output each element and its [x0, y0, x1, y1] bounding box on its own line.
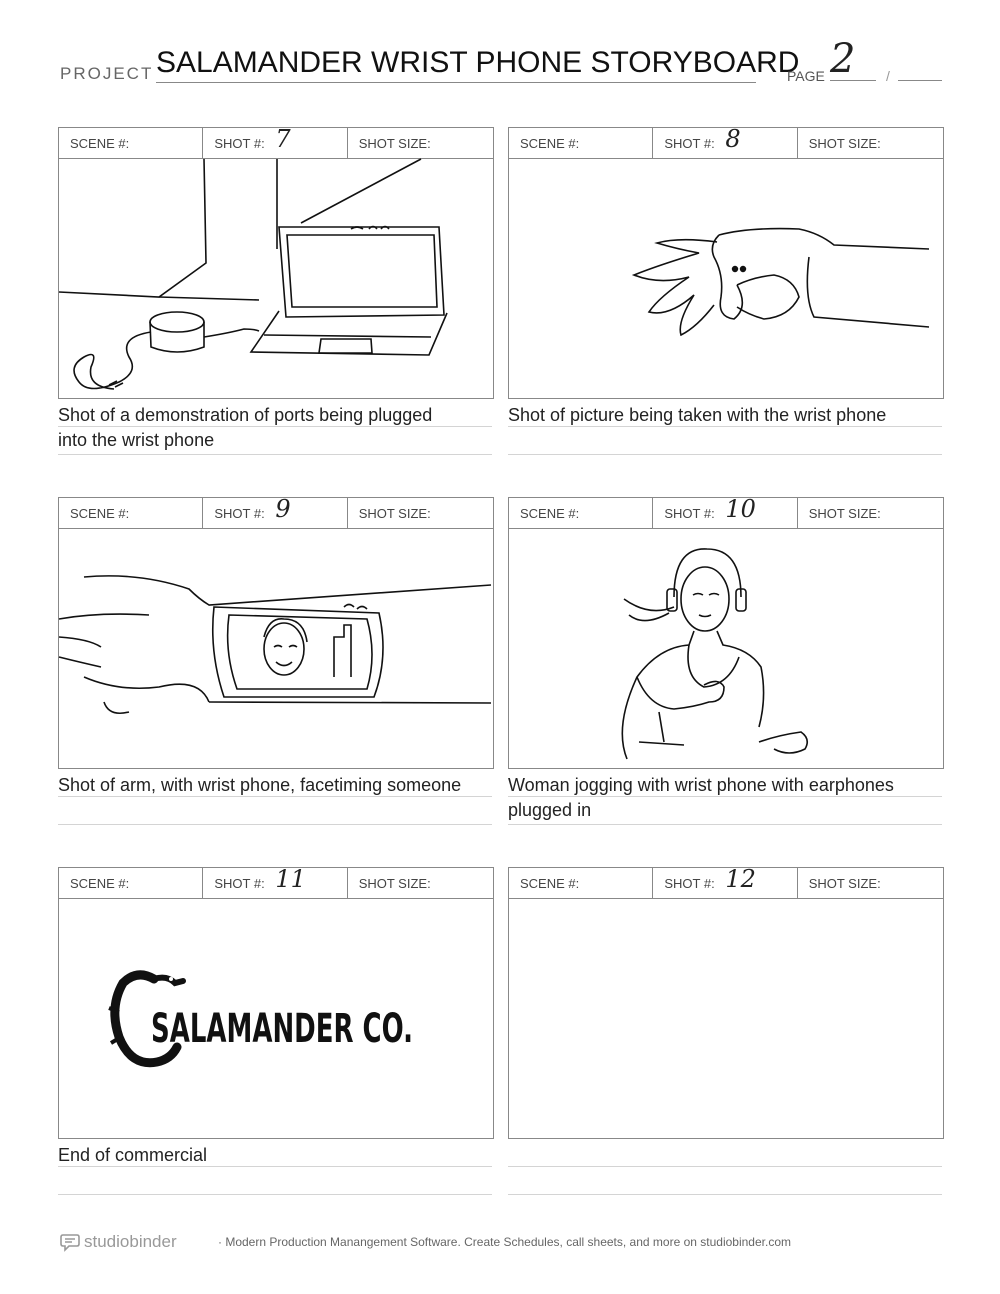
shot-label: SHOT #: — [664, 136, 715, 151]
description-rule — [58, 426, 492, 427]
page-label: PAGE — [787, 68, 825, 84]
studiobinder-logo — [60, 1232, 177, 1252]
description-rule — [58, 796, 492, 797]
description-line-1: End of commercial — [58, 1145, 208, 1165]
scene-label: SCENE #: — [520, 876, 580, 891]
page-header — [0, 0, 1000, 100]
shot-label: SHOT #: — [214, 506, 265, 521]
panel-frame — [58, 157, 494, 399]
page-total-field — [898, 80, 942, 81]
page-separator: / — [886, 68, 890, 84]
panel-frame — [508, 157, 944, 399]
description-rule — [58, 1166, 492, 1167]
shot-number: 8 — [725, 125, 741, 153]
panel-description — [508, 403, 944, 428]
hand-wrist-phone-photo-sketch — [509, 157, 943, 398]
scene-label: SCENE #: — [70, 136, 130, 151]
shot-number: 11 — [275, 865, 306, 893]
description-rule — [508, 454, 942, 455]
panel-description — [58, 773, 494, 798]
description-line-1: Shot of a demonstration of ports being plugged — [58, 405, 433, 425]
arm-facetime-sketch — [59, 527, 493, 768]
brand-name: studiobinder — [84, 1232, 177, 1251]
description-line-1: Woman jogging with wrist phone with earphones — [508, 775, 894, 795]
shot-size-label: SHOT SIZE: — [808, 876, 881, 891]
shot-label: SHOT #: — [214, 136, 265, 151]
description-rule — [58, 1194, 492, 1195]
shot-size-label: SHOT SIZE: — [358, 506, 431, 521]
shot-size-label: SHOT SIZE: — [808, 136, 881, 151]
shot-size-label: SHOT SIZE: — [358, 876, 431, 891]
speech-bubble-icon — [60, 1233, 80, 1251]
panel-header — [58, 497, 494, 529]
woman-jogging-sketch — [509, 527, 943, 768]
panel-description — [58, 403, 494, 453]
shot-number: 12 — [725, 865, 756, 893]
panel-header — [508, 867, 944, 899]
panel-header — [58, 127, 494, 159]
description-rule — [508, 1194, 942, 1195]
description-rule — [508, 1166, 942, 1167]
salamander-co-logo — [59, 897, 493, 1138]
shot-number: 10 — [725, 495, 756, 523]
laptop-wrist-phone-sketch — [59, 157, 493, 398]
description-line-1: Shot of arm, with wrist phone, facetiming someone — [58, 775, 462, 795]
shot-size-label: SHOT SIZE: — [358, 136, 431, 151]
shot-label: SHOT #: — [664, 876, 715, 891]
scene-label: SCENE #: — [520, 506, 580, 521]
panel-frame — [58, 897, 494, 1139]
project-title: SALAMANDER WRIST PHONE STORYBOARD — [156, 46, 756, 83]
shot-number: 7 — [275, 125, 291, 153]
description-rule — [508, 796, 942, 797]
panel-frame — [58, 527, 494, 769]
description-rule — [508, 426, 942, 427]
shot-label: SHOT #: — [664, 506, 715, 521]
shot-number: 9 — [275, 495, 291, 523]
panel-header — [508, 127, 944, 159]
description-rule — [508, 824, 942, 825]
scene-label: SCENE #: — [520, 136, 580, 151]
panel-frame — [508, 527, 944, 769]
description-line-2: plugged in — [508, 800, 592, 820]
logo-text: SALAMANDER CO. — [151, 1006, 413, 1052]
description-line-2: into the wrist phone — [58, 430, 215, 450]
scene-label: SCENE #: — [70, 876, 130, 891]
scene-label: SCENE #: — [70, 506, 130, 521]
panel-header — [508, 497, 944, 529]
description-line-1: Shot of picture being taken with the wrist phone — [508, 405, 887, 425]
footer-text: · Modern Production Manangement Software. Create Schedules, call sheets, and more on studiobinder.com — [218, 1235, 791, 1249]
description-rule — [58, 824, 492, 825]
shot-label: SHOT #: — [214, 876, 265, 891]
project-label: PROJECT — [60, 64, 154, 83]
panel-description — [58, 1143, 494, 1168]
page-number: 2 — [830, 38, 876, 81]
panel-description — [508, 773, 944, 823]
panel-frame — [508, 897, 944, 1139]
shot-size-label: SHOT SIZE: — [808, 506, 881, 521]
panel-header — [58, 867, 494, 899]
description-rule — [58, 454, 492, 455]
